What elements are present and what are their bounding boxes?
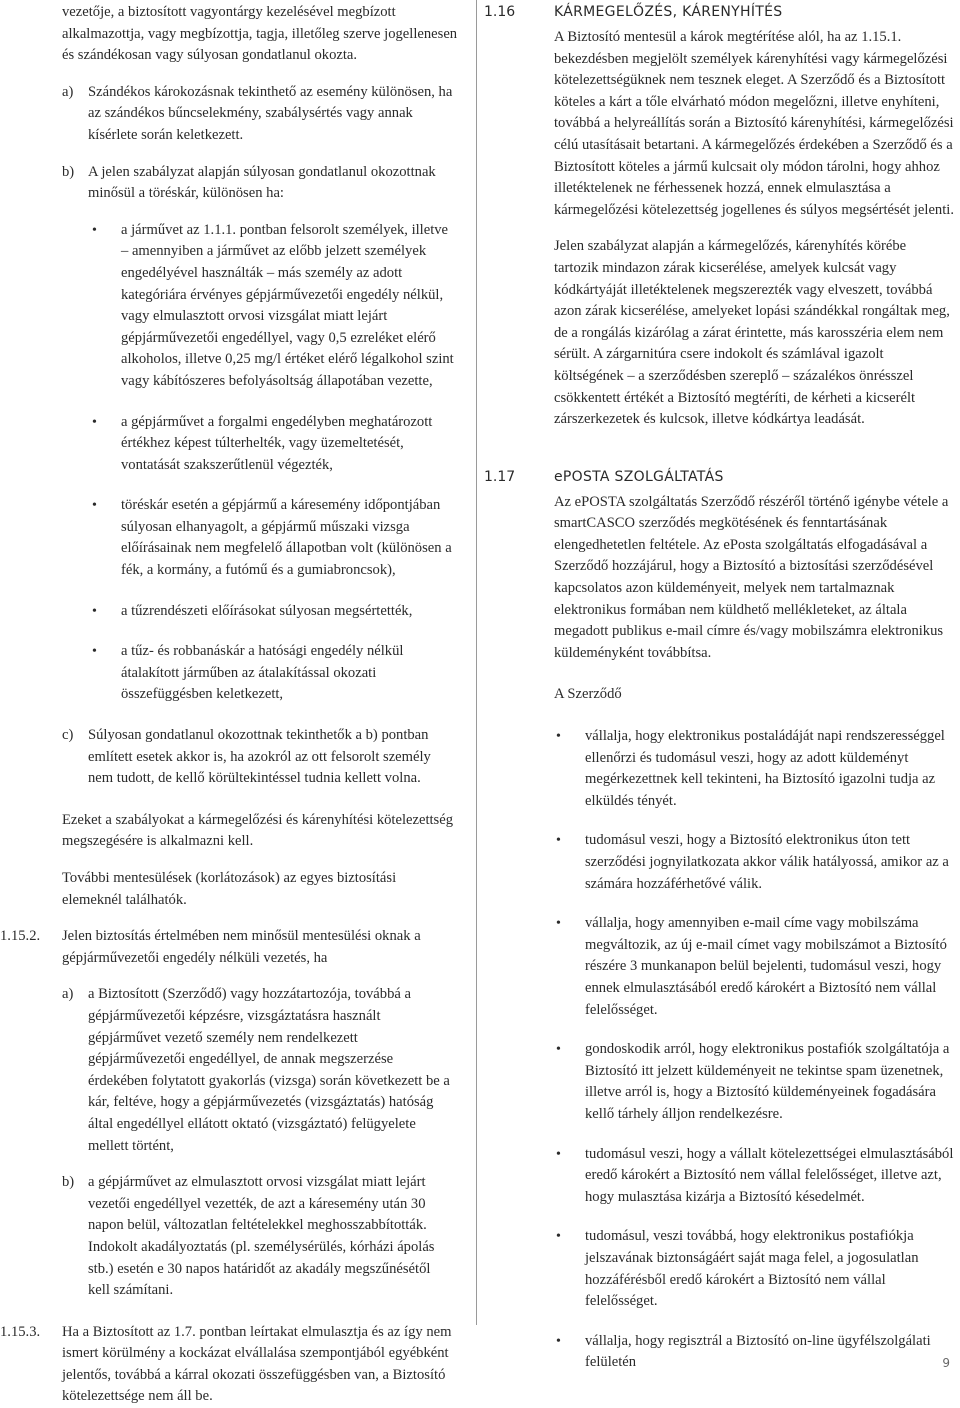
list-item-text: vállalja, hogy regisztrál a Biztosító on-line ügyfélszolgálati felületén (585, 1332, 931, 1371)
item-a-text: Szándékos károkozásnak tekinthető az esemény különösen, ha az szándékos bűncselekmény, szabálysértés vagy annak kísérlete során keletkezett. (88, 83, 453, 143)
page-number: 9 (942, 1356, 950, 1370)
list-item (0, 220, 470, 393)
section-1-15-2 (0, 926, 470, 969)
rules-paragraph: Ezeket a szabályokat a kármegelőzési és kárenyhítési kötelezettség megszegésére is alkalmazni kell. (62, 811, 454, 850)
list-item (484, 1039, 954, 1125)
list-item-text: vállalja, hogy amennyiben e-mail címe vagy mobilszáma megváltozik, az új e-mail címet vagy mobilszámot a Biztosító részére 3 munkanapon belül bejelenti, tudomásul veszi, hogy ennek elmulasztásából eredő károkért a Biztosító nem vállal felelősséget. (585, 915, 947, 1018)
list-item (484, 913, 954, 1021)
bullet-icon: • (556, 833, 561, 849)
section-1-15-2-item-a (0, 984, 470, 1157)
item-label: b) (62, 1174, 75, 1191)
item-c-label: c) (62, 727, 74, 744)
section-text: Ha a Biztosított az 1.7. pontban leírtakat elmulasztja és az így nem ismert körülmény a kockázat elvállalása szempontjából egyébként jelentős, továbbá a kárral okozati összefüggésben van, a Biztosító kötelezettsége nem áll be. (62, 1323, 452, 1405)
section-paragraph: A Biztosító mentesül a károk megtérítése alól, ha az 1.15.1. bekezdésben megjelölt személyek kárenyhítési vagy kármegelőzési kötelezettségüknek nem tesznek eleget. A Szerződő és a Biztosított köteles a kárt a tőle elvárható módon megelőzni, illetve enyhíteni, továbbá a helyreállítás során a Biztosító kárenyhítési, kármegelőzési célú utasításait betartani. A kármegelőzés érdekében a Szerződő és a Biztosított köteles a jármű kulcsait oly módon tárolni, hogy ahhoz illetéktelenek ne férhessenek hozzá, ennek elmulasztása a kármegelőzési kötelezettség jogellenes és súlyos megsértését jelenti. (554, 29, 954, 218)
list-item-text: a gépjárművet a forgalmi engedélyben meghatározott értékhez képest túlterhelték, vagy üzemeltetését, vontatását szakszerűtlenül végezték, (121, 413, 433, 473)
section-paragraph: Az ePOSTA szolgáltatás Szerződő részéről történő igénybe vétele a smartCASCO szerződés megkötésének és fenntartásának elengedhetetlen feltétele. Az ePosta szolgáltatás elfogadásával a Szerződő hozzájárul, hogy a Biztosító a biztosítási szerződésével kapcsolatos azon küldeményeit, melyek nem tartalmaznak elektronikus formában nem küldhető mellékleteket, az általa megadott publikus e-mail címre és/vagy mobilszámra elektronikus küldeményként továbbítsa. (554, 493, 949, 661)
item-text: a Biztosított (Szerződő) vagy hozzátartozója, továbbá a gépjárművezetői képzésre, vizsgáztatásra használt gépjárművet vezető személy nem rendelkezett gépjárművezetői engedéllyel, de annak megszerzése érdekében folytatott gyakorlás (vizsga) során következett be a kár, feltéve, hogy a gépjárművezetés (vizsgáztatás) hatóság által engedéllyel ellátott oktató (vizsgáztató) felügyelete mellett történt, (88, 986, 450, 1154)
eposta-bullet-list (484, 726, 954, 1374)
list-item (0, 601, 470, 623)
list-item (0, 641, 470, 706)
section-lead: A Szerződő (554, 686, 622, 703)
section-1-17-body (484, 492, 954, 706)
list-item (484, 1144, 954, 1209)
bullet-icon: • (92, 222, 97, 238)
list-item-text: tudomásul, veszi továbbá, hogy elektronikus postafiókja jelszavának biztonságáért saját maga felel, a jogosulatlan hozzáférésből eredő károkért a Biztosító nem vállal felelősséget. (585, 1228, 919, 1310)
item-c (0, 725, 470, 790)
section-number: 1.15.2. (0, 928, 41, 945)
bullet-icon: • (92, 414, 97, 430)
section-1-16-heading (484, 2, 954, 27)
bullet-icon: • (556, 1042, 561, 1058)
list-item (0, 495, 470, 581)
item-b-label: b) (62, 163, 75, 180)
left-column (0, 0, 470, 1408)
section-text: Jelen biztosítás értelmében nem minősül mentesülési oknak a gépjárművezetői engedély nélküli vezetés, ha (62, 928, 421, 966)
bullet-icon: • (556, 1146, 561, 1162)
section-number: 1.15.3. (0, 1323, 41, 1340)
item-text: a gépjárművet az elmulasztott orvosi vizsgálat miatt lejárt vezetői engedéllyel vezették, de azt a káresemény után 30 napon belül, változatlan feltételekkel meghosszabbították. Indokolt akadályoztatás (pl. személysérülés, kórházi ápolás stb.) esetén e 30 napos határidőt az akadály megszűnésétől kell számítani. (88, 1174, 435, 1299)
list-item (484, 1226, 954, 1312)
section-number: 1.17 (484, 468, 516, 485)
section-title: KÁRMEGELŐZÉS, KÁRENYHÍTÉS (554, 4, 783, 20)
bullet-icon: • (92, 644, 97, 660)
negligence-bullet-list (0, 220, 470, 706)
bullet-icon: • (92, 498, 97, 514)
item-a (0, 82, 470, 147)
list-item (484, 830, 954, 895)
list-item (484, 1331, 954, 1374)
item-b-text: A jelen szabályzat alapján súlyosan gondatlanul okozottnak minősül a töréskár, különösen ha: (88, 163, 436, 202)
section-number: 1.16 (484, 4, 516, 20)
exemptions-paragraph: További mentesülések (korlátozások) az egyes biztosítási elemeknél találhatók. (62, 870, 397, 908)
list-item-text: gondoskodik arról, hogy elektronikus postafiók szolgáltatója a Biztosító itt jelzett küldeményeit ne tekintse spam üzenetnek, illetve arról is, hogy a Biztosító küldeményeinek fogadására kellő tárhely álljon rendelkezésre. (585, 1041, 950, 1122)
list-item-text: töréskár esetén a gépjármű a káresemény időpontjában súlyosan elhanyagolt, a gépjármű műszaki vizsga előírásainak nem megfelelő állapotban volt (különösen a fék, a kormány, a futómű és a gumiabroncsok), (121, 497, 452, 579)
list-item-text: a tűz- és robbanáskár a hatósági engedély nélkül átalakított járműben az átalakítással okozati összefüggésben keletkezett, (121, 643, 404, 703)
item-c-text: Súlyosan gondatlanul okozottnak tekinthetők a b) pontban említett esetek akkor is, ha azokról az ott felsorolt személy nem tudott, de kellő körültekintéssel tudnia kellett volna. (88, 727, 431, 787)
item-a-label: a) (62, 83, 74, 100)
list-item-text: a járművet az 1.1.1. pontban felsorolt személyek, illetve – amennyiben a járművet az előbb jelzett személyek engedélyével használták – más személy az adott kategóriára érvényes gépjárművezetői engedély nélkül, vagy elmulasztott orvosi vizsgálat miatt lejárt gépjárművezetői engedéllyel, vagy 0,5 ezreléket elérő alkoholos, illetve 0,25 mg/l értéket elérő légalkohol szint vagy kábítószeres befolyásoltság állapotában vezette, (121, 221, 454, 389)
intro-paragraph: vezetője, a biztosított vagyontárgy kezelésével megbízott alkalmazottja, vagy megbízottja, tagja, illetőleg szerve jogellenesen és szándékosan vagy súlyosan gondatlanul okozta. (62, 4, 458, 64)
bullet-icon: • (556, 1229, 561, 1245)
list-item (484, 726, 954, 812)
item-label: a) (62, 986, 74, 1003)
list-item-text: a tűzrendészeti előírásokat súlyosan megsértették, (121, 602, 413, 619)
bullet-icon: • (556, 1333, 561, 1349)
section-1-15-3 (0, 1322, 470, 1408)
item-b (0, 162, 470, 205)
list-item-text: tudomásul veszi, hogy a Biztosító elektronikus úton tett szerződési jognyilatkozata akkor válik hatályossá, amikor az a számára hozzáférhetővé válik. (585, 832, 949, 892)
list-item (0, 412, 470, 477)
section-1-15-2-item-b (0, 1172, 470, 1302)
section-1-17-heading (484, 467, 954, 492)
bullet-icon: • (92, 603, 97, 619)
bullet-icon: • (556, 729, 561, 745)
list-item-text: vállalja, hogy elektronikus postaládáját napi rendszerességgel ellenőrzi és tudomásul veszi, hogy az adott küldeményt megérkezettnek kell tekinteni, ha Biztosító igazolni tudja az elküldés tényét. (585, 728, 945, 809)
section-title: ePOSTA SZOLGÁLTATÁS (554, 468, 724, 485)
right-column (484, 0, 954, 1392)
section-1-16-body (484, 27, 954, 431)
list-item-text: tudomásul veszi, hogy a vállalt kötelezettségei elmulasztásából eredő károkért a Biztosító nem vállal felelősséget, illetve azt, hogy mulasztása kizárja a Biztosító késedelmét. (585, 1145, 954, 1205)
bullet-icon: • (556, 916, 561, 932)
column-divider (476, 0, 477, 1325)
section-paragraph: Jelen szabályzat alapján a kármegelőzés, kárenyhítés körébe tartozik mindazon zárak kicserélése, amelyek kulcsát vagy kódkártyáját illetéktelenek megszerezték vagy elveszett, továbbá azon zárak kicserélése, amelyeket lopási szándékkal rongáltak meg, de a rongálás kizárólag a zárat érintette, más karosszéria elem nem sérült. A zárgarnitúra csere indokolt és számlával igazolt költségének – a szerződésben szereplő – százalékos önrésszel csökkentett értékét a Biztosító megtéríti, de kérheti a kicserélt zárszerkezetek és kulcsok, illetve kódkártya leadását. (554, 238, 950, 428)
